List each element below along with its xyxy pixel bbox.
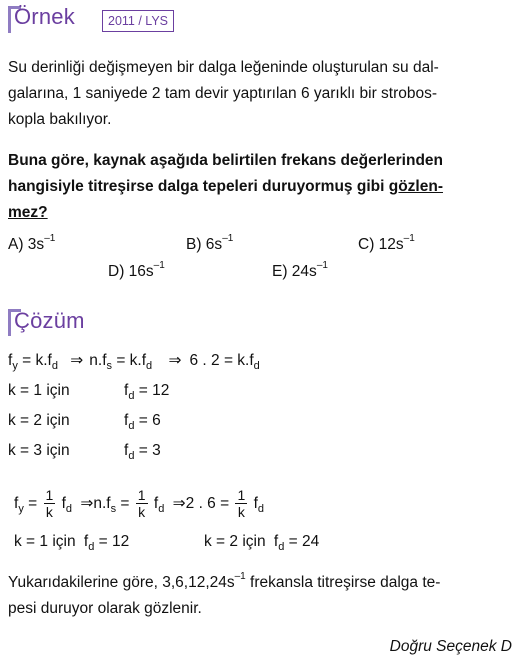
option-d (108, 259, 165, 285)
numerator: 1 (237, 487, 246, 504)
option-exponent: –1 (153, 260, 165, 271)
symbol-f: f (273, 533, 279, 550)
question-line: Buna göre, kaynak aşağıda belirtilen frekans değerlerinden (8, 152, 444, 169)
question-text (8, 148, 513, 226)
symbol-f: f (8, 352, 13, 369)
subscript: y (18, 503, 24, 515)
exam-year-badge: 2011 / LYS (102, 10, 174, 32)
subscript: d (257, 503, 265, 515)
exponent: –1 (234, 571, 246, 582)
symbol-f: f (124, 442, 129, 459)
option-a (8, 232, 55, 258)
correct-answer: Doğru Seçenek D (389, 638, 512, 655)
eq-text: = k.f (17, 352, 52, 369)
conclusion-line (8, 570, 513, 596)
option-d-label: D) 16s (108, 263, 154, 280)
option-c-label: C) 12s (358, 236, 404, 253)
case-value (124, 410, 161, 432)
numerator: 1 (137, 487, 146, 504)
problem-text (8, 55, 513, 133)
case-value (124, 440, 161, 462)
subscript: d (253, 360, 260, 372)
symbol-f: f (153, 495, 159, 512)
symbol-f: f (14, 495, 19, 512)
case-row (8, 380, 70, 402)
case-label: k = 2 için (8, 412, 70, 429)
question-line-text: hangisiyle titreşirse dalga tepeleri duruyormuş gibi (8, 178, 385, 195)
option-b (186, 232, 233, 258)
subscript: d (65, 503, 73, 515)
problem-line: Su derinliği değişmeyen bir dalga leğeninde oluşturulan su dal- (8, 59, 439, 76)
example-heading: Örnek (14, 4, 75, 29)
option-exponent: –1 (222, 233, 234, 244)
conclusion-text (8, 570, 513, 622)
option-b-label: B) 6s (186, 236, 223, 253)
implies-arrow: ⇒ (172, 495, 186, 512)
question-line (8, 200, 513, 226)
equals-sign: = (120, 495, 130, 512)
subscript: d (128, 450, 135, 462)
fraction-one-over-k (235, 487, 247, 520)
symbol-f: f (61, 495, 66, 512)
implies-arrow: ⇒ (70, 352, 84, 369)
solution-heading: Çözüm (14, 308, 85, 333)
question-line (8, 174, 513, 200)
case-result: = 6 (138, 412, 161, 429)
case-row (8, 410, 70, 432)
symbol-f: f (83, 533, 89, 550)
case-label: k = 3 için (8, 442, 70, 459)
case-result: = 3 (138, 442, 161, 459)
subscript: d (128, 420, 135, 432)
equals-sign: = (28, 495, 38, 512)
conclusion-part: frekansla titreşirse dalga te- (245, 574, 441, 591)
fraction-one-over-k (44, 487, 56, 520)
question-underlined-word: gözlen- (388, 178, 443, 195)
case-result: = 12 (98, 533, 130, 550)
implies-arrow: ⇒ (80, 495, 94, 512)
option-a-label: A) 3s (8, 236, 45, 253)
symbol-f: f (253, 495, 258, 512)
fraction-equation (14, 484, 264, 524)
option-exponent: –1 (316, 260, 328, 271)
case-row (8, 440, 70, 462)
case-label: k = 1 için (8, 382, 70, 399)
subscript: d (278, 541, 285, 553)
option-exponent: –1 (44, 233, 56, 244)
fraction-one-over-k (136, 487, 148, 520)
subscript: d (88, 541, 95, 553)
subscript: y (12, 360, 18, 372)
subscript: d (51, 360, 58, 372)
symbol-f: f (124, 382, 129, 399)
eq-text: = k.f (112, 352, 147, 369)
case-result: = 12 (138, 382, 170, 399)
two-case-line-right (204, 531, 319, 553)
case-label: k = 1 için (14, 533, 76, 550)
option-e (272, 259, 328, 285)
eq-text: n.f (89, 352, 107, 369)
subscript: d (128, 390, 135, 402)
two-case-line-left (14, 531, 129, 553)
eq-text: 2 . 6 = (185, 495, 230, 512)
equation-line-1 (8, 350, 260, 372)
conclusion-part: Yukarıdakilerine göre, 3,6,12,24s (8, 574, 235, 591)
conclusion-line: pesi duruyor olarak gözlenir. (8, 600, 202, 617)
symbol-f: f (124, 412, 129, 429)
option-c (358, 232, 415, 258)
option-e-label: E) 24s (272, 263, 317, 280)
option-exponent: –1 (403, 233, 415, 244)
problem-line: galarına, 1 saniyede 2 tam devir yaptırılan 6 yarıklı bir strobos- (8, 85, 438, 102)
denominator: k (45, 504, 53, 521)
question-underlined-end: mez? (8, 204, 48, 221)
problem-line: kopla bakılıyor. (8, 111, 112, 128)
eq-text: n.f (93, 495, 111, 512)
subscript: s (110, 503, 117, 515)
eq-text: 6 . 2 = k.f (189, 352, 254, 369)
numerator: 1 (45, 487, 54, 504)
denominator: k (138, 504, 146, 521)
implies-arrow: ⇒ (168, 352, 182, 369)
subscript: d (158, 503, 165, 515)
denominator: k (237, 504, 245, 521)
case-label: k = 2 için (204, 533, 266, 550)
subscript: d (146, 360, 153, 372)
case-result: = 24 (288, 533, 320, 550)
case-value (124, 380, 169, 402)
subscript: s (106, 360, 113, 372)
